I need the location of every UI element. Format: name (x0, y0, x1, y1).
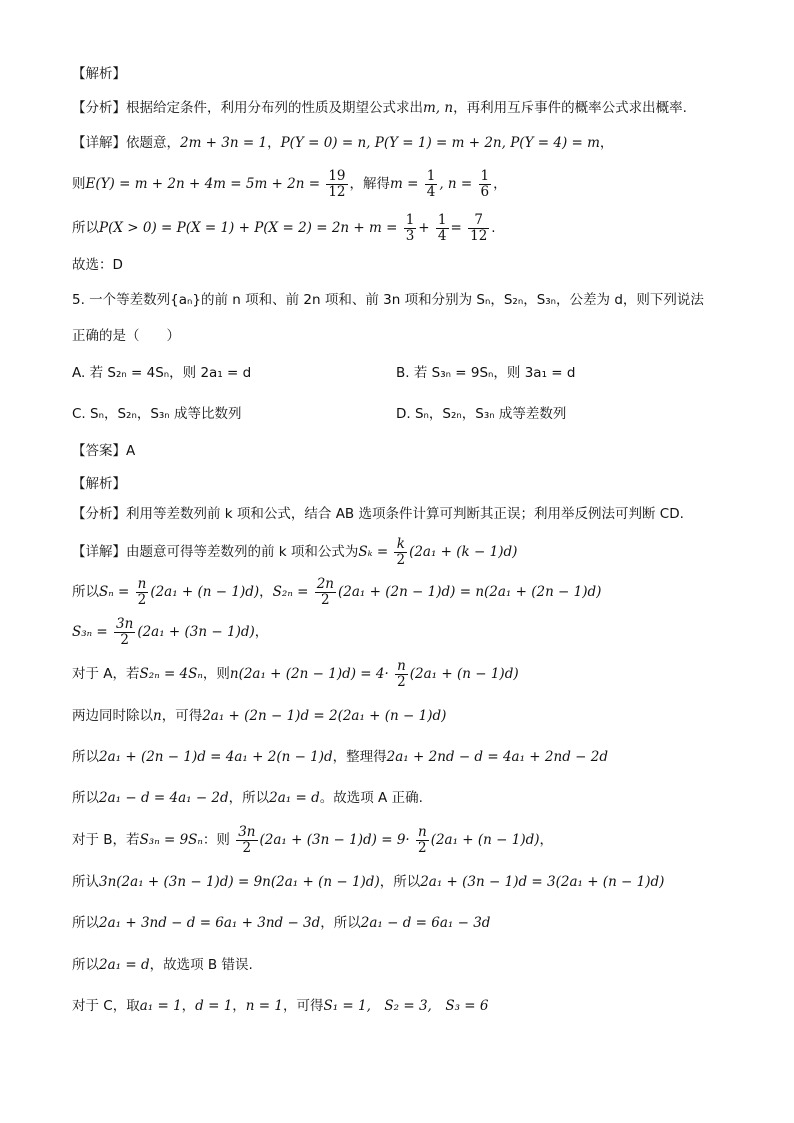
q4-choice-line: 故选：D (72, 257, 123, 273)
q4-probability-line: 所以P(X > 0) = P(X = 1) + P(X = 2) = 2n + m = $\frac{1}{3}$ + $\frac{1}{4}$ = $\frac{7}{12}$ . (72, 211, 496, 244)
q5-option-d: D. Sₙ，S₂ₙ，S₃ₙ 成等差数列 (396, 406, 567, 422)
q5-b-simplify-line: 所以2a₁ + 3nd − d = 6a₁ + 3nd − 3d，所以2a₁ − d = 6a₁ − 3d (72, 915, 491, 931)
analysis-tag: 【分析】 (72, 506, 126, 522)
q4-analysis-line: 【分析】根据给定条件，利用分布列的性质及期望公式求出m, n，再利用互斥事件的概率公式求出概率. (72, 100, 687, 116)
fraction: $\frac{3n}{2}$ (238, 823, 256, 856)
fraction: $\frac{n}{2}$ (397, 657, 406, 690)
q5-option-b-check-line: 对于 B，若S₃ₙ = 9Sₙ：则 $\frac{3n}{2}$ (2a₁ + (3n − 1)d) = 9· $\frac{n}{2}$ (2a₁ + (n − 1)d)， (72, 823, 554, 856)
detail-tag: 【详解】 (72, 544, 126, 560)
jiexi-tag-1: 【解析】 (72, 66, 126, 82)
q5-b-conclusion-line: 所以2a₁ = d，故选项 B 错误. (72, 957, 253, 973)
analysis-tag: 【分析】 (72, 100, 126, 116)
q4-detail-line: 【详解】依题意，2m + 3n = 1，P(Y = 0) = n, P(Y = 1) = m + 2n, P(Y = 4) = m， (72, 135, 614, 151)
fraction: $\frac{1}{3}$ (405, 211, 415, 244)
q5-a-divide-line: 两边同时除以n，可得2a₁ + (2n − 1)d = 2(2a₁ + (n − 1)d) (72, 708, 447, 724)
q5-b-expand-line: 所认3n(2a₁ + (3n − 1)d) = 9n(2a₁ + (n − 1)d)，所以2a₁ + (3n − 1)d = 3(2a₁ + (n − 1)d) (72, 874, 665, 890)
fraction: $\frac{2n}{2}$ (316, 575, 334, 608)
fraction: $\frac{1}{6}$ (480, 167, 490, 200)
q5-s3n-line: S₃ₙ = $\frac{3n}{2}$ (2a₁ + (3n − 1)d)， (72, 615, 269, 648)
q5-option-c: C. Sₙ，S₂ₙ，S₃ₙ 成等比数列 (72, 406, 242, 422)
jiexi-tag-2: 【解析】 (72, 476, 126, 492)
q5-answer-line (72, 441, 135, 461)
q5-option-a-check-line: 对于 A，若S₂ₙ = 4Sₙ，则n(2a₁ + (2n − 1)d) = 4· $\frac{n}{2}$ (2a₁ + (n − 1)d) (72, 657, 519, 690)
q5-stem-line-1: 5. 一个等差数列{aₙ}的前 n 项和、前 2n 项和、前 3n 项和分别为 Sₙ，S₂ₙ，S₃ₙ，公差为 d，则下列说法 (72, 292, 704, 308)
fraction: $\frac{n}{2}$ (137, 575, 147, 608)
q5-option-b: B. 若 S₃ₙ = 9Sₙ，则 3a₁ = d (396, 365, 576, 381)
q5-a-simplify-line: 所以2a₁ + (2n − 1)d = 4a₁ + 2(n − 1)d，整理得2a₁ + 2nd − d = 4a₁ + 2nd − 2d (72, 749, 608, 765)
q5-stem-line-2: 正确的是（ ） (72, 328, 180, 344)
q4-expectation-line: 则E(Y) = m + 2n + 4m = 5m + 2n = $\frac{19}{12}$ ，解得m = $\frac{1}{4}$ , n = $\frac{1}{6}$ ， (72, 167, 507, 200)
fraction: $\frac{3n}{2}$ (116, 615, 134, 648)
detail-tag: 【详解】 (72, 135, 126, 151)
q5-option-a: A. 若 S₂ₙ = 4Sₙ，则 2a₁ = d (72, 365, 252, 381)
fraction: $\frac{k}{2}$ (396, 535, 406, 568)
fraction: $\frac{n}{2}$ (418, 823, 427, 856)
fraction: $\frac{1}{4}$ (437, 211, 447, 244)
fraction: $\frac{19}{12}$ (328, 167, 346, 200)
q5-analysis-line: 【分析】利用等差数列前 k 项和公式，结合 AB 选项条件计算可判断其正误；利用举反例法可判断 CD. (72, 506, 684, 522)
q5-sn-line: 所以Sₙ = $\frac{n}{2}$ (2a₁ + (n − 1)d)，S₂ₙ = $\frac{2n}{2}$ (2a₁ + (2n − 1)d) = n(2a₁ + (2n − 1)d) (72, 575, 602, 608)
fraction: $\frac{7}{12}$ (470, 211, 488, 244)
answer-value: A (126, 443, 136, 459)
q5-a-conclusion-line: 所以2a₁ − d = 4a₁ − 2d，所以2a₁ = d。故选项 A 正确. (72, 790, 423, 806)
q5-option-c-check-line: 对于 C，取a₁ = 1，d = 1，n = 1，可得S₁ = 1, S₂ = 3, S₃ = 6 (72, 998, 489, 1014)
fraction: $\frac{1}{4}$ (426, 167, 436, 200)
q5-detail-sk-line: 【详解】由题意可得等差数列的前 k 项和公式为Sₖ = $\frac{k}{2}$ (2a₁ + (k − 1)d) (72, 535, 518, 568)
answer-tag: 【答案】 (72, 443, 126, 459)
